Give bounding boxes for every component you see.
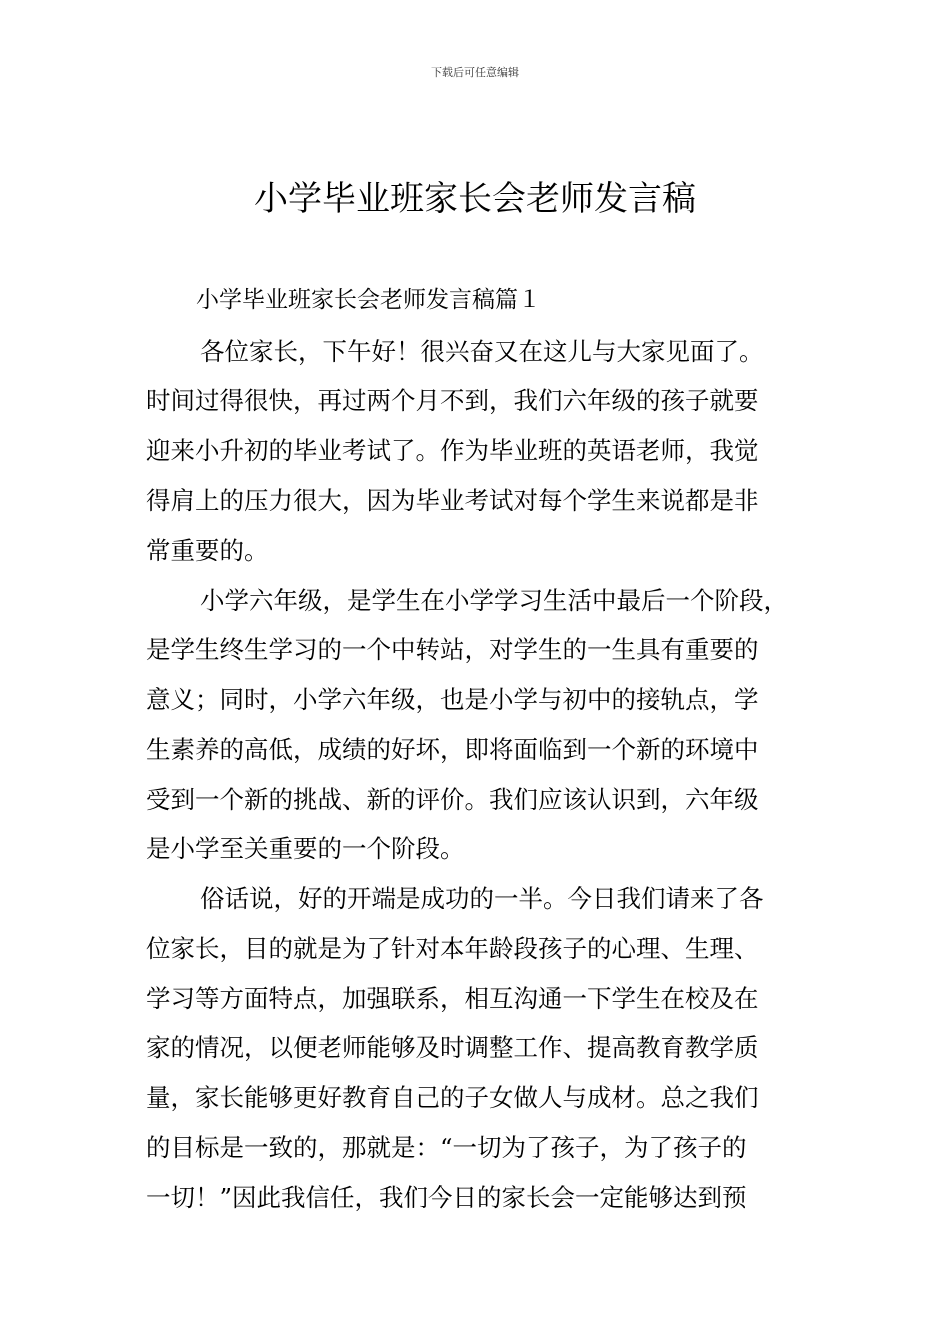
paragraph-line: 意义；同时，小学六年级，也是小学与初中的接轨点，学 [146,685,759,714]
paragraph-line: 是学生终生学习的一个中转站，对学生的一生具有重要的 [146,635,759,664]
header-note: 下载后可任意编辑 [431,66,519,79]
paragraph-line: 各位家长，下午好！很兴奋又在这儿与大家见面了。 [200,337,764,366]
paragraph-line: 小学六年级，是学生在小学学习生活中最后一个阶段， [200,586,788,615]
paragraph-line: 位家长，目的就是为了针对本年龄段孩子的心理、生理、 [146,934,759,963]
paragraph-line: 学习等方面特点，加强联系，相互沟通一下学生在校及在 [146,984,759,1013]
paragraph-line: 量，家长能够更好教育自己的子女做人与成材。总之我们 [146,1083,759,1112]
paragraph-line: 受到一个新的挑战、新的评价。我们应该认识到，六年级 [146,785,759,814]
paragraph-line: 时间过得很快，再过两个月不到，我们六年级的孩子就要 [146,386,759,415]
paragraph-line: 生素养的高低，成绩的好坏，即将面临到一个新的环境中 [146,735,759,764]
paragraph-line: 是小学至关重要的一个阶段。 [146,834,465,863]
section-heading: 小学毕业班家长会老师发言稿篇１ [196,287,541,313]
paragraph-line: 迎来小升初的毕业考试了。作为毕业班的英语老师，我觉 [146,436,759,465]
paragraph-line: 一切！”因此我信任，我们今日的家长会一定能够达到预 [146,1183,747,1212]
paragraph-line: 得肩上的压力很大，因为毕业考试对每个学生来说都是非 [146,486,759,515]
paragraph-line: 家的情况，以便老师能够及时调整工作、提高教育教学质 [146,1033,759,1062]
document-title: 小学毕业班家长会老师发言稿 [254,179,696,219]
paragraph-line: 常重要的。 [146,536,269,565]
paragraph-line: 俗话说，好的开端是成功的一半。今日我们请来了各 [200,884,764,913]
paragraph-line: 的目标是一致的，那就是：“一切为了孩子，为了孩子的 [146,1133,747,1162]
